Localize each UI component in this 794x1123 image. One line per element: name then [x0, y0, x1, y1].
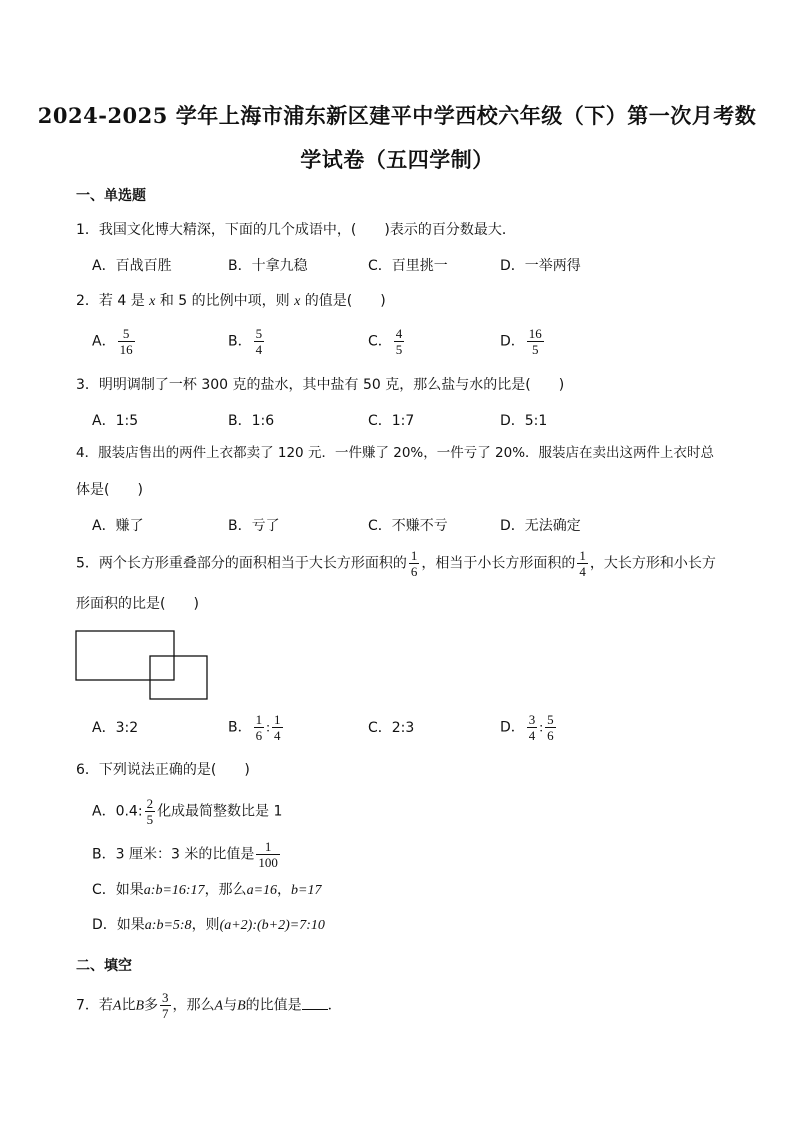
section-heading-single-choice: 一、单选题 [76, 188, 146, 204]
overlapping-rectangles-figure [75, 630, 211, 702]
q3-option-a: A．1:5 [92, 413, 139, 429]
q4-option-b: B．亏了 [228, 518, 280, 534]
fraction [577, 548, 588, 579]
q6-option-d-pre: D．如果 [92, 917, 145, 933]
ratio-colon: : [266, 720, 270, 736]
question-1: 1．我国文化博大精深，下面的几个成语中，( )表示的百分数最大． [76, 222, 516, 238]
q2-var-x-2: x [294, 294, 301, 309]
fraction [527, 712, 538, 743]
q6-option-a [92, 796, 282, 827]
q6-option-d [92, 915, 325, 936]
q5-option-b-label: B． [228, 719, 252, 736]
q6-option-c-sep: ， [277, 882, 292, 898]
q7-text-post: 的比值是 [245, 997, 302, 1014]
q1-option-b: B．十拿九稳 [228, 258, 308, 274]
question-5-line1 [76, 548, 716, 579]
fraction-numerator: 3 [528, 712, 536, 727]
fraction-numerator: 1 [255, 712, 263, 727]
fraction-numerator: 1 [579, 548, 586, 563]
fraction [545, 712, 556, 743]
fraction [527, 326, 544, 357]
q6-option-d-equation-2: (a+2):(b+2)=7:10 [219, 918, 325, 933]
q4-option-c: C．不赚不亏 [368, 518, 448, 534]
q4-option-d: D．无法确定 [500, 518, 581, 534]
q7-var-a: A [112, 998, 122, 1014]
q7-text-end: ． [327, 997, 342, 1014]
q7-text-pre: 7．若 [76, 997, 113, 1014]
fraction-numerator: 1 [256, 839, 280, 855]
small-rectangle [150, 656, 207, 699]
question-7 [76, 990, 342, 1021]
q1-option-c: C．百里挑一 [368, 258, 448, 274]
fraction-numerator: 4 [395, 326, 403, 341]
section-heading-fill-in: 二、填空 [76, 958, 132, 974]
q6-option-b [92, 839, 282, 870]
q2-text-mid: 和 5 的比例中项，则 [159, 293, 290, 309]
fraction-denominator: 5 [532, 342, 539, 357]
q6-option-c [92, 880, 321, 901]
q3-option-c: C．1:7 [368, 413, 415, 429]
q7-var-b: B [135, 998, 145, 1014]
q2-option-d-label: D． [500, 333, 525, 350]
fraction-denominator: 16 [119, 342, 133, 357]
q5-option-d [500, 712, 558, 743]
fraction-numerator: 2 [146, 796, 154, 811]
ratio-colon: : [539, 720, 544, 736]
fraction-denominator: 4 [528, 728, 536, 743]
q2-option-a [92, 326, 137, 357]
fraction-numerator: 5 [118, 326, 135, 342]
fraction [160, 990, 171, 1021]
q5-option-d-label: D． [500, 719, 525, 736]
q6-option-c-pre: C．如果 [92, 882, 144, 898]
q6-option-c-b-value: b=17 [291, 883, 322, 898]
fraction-denominator: 5 [395, 342, 403, 357]
q6-option-d-mid: ，则 [191, 917, 220, 933]
q3-option-d: D．5:1 [500, 413, 548, 429]
fraction-denominator: 4 [274, 728, 281, 743]
question-5-line2: 形面积的比是( ) [76, 596, 199, 612]
q7-text-mid1: 比 [121, 997, 136, 1014]
fraction-numerator: 1 [410, 548, 418, 563]
fraction-denominator: 6 [410, 564, 418, 579]
fraction-denominator: 6 [547, 728, 554, 743]
fraction-numerator: 1 [274, 712, 281, 727]
q6-option-a-pre: A．0.4: [92, 803, 143, 820]
q3-option-b: B．1:6 [228, 413, 275, 429]
fraction [254, 326, 265, 357]
fraction-denominator: 7 [162, 1006, 169, 1021]
q6-option-b-pre: B．3 厘米：3 米的比值是 [92, 846, 255, 863]
q5-text-post: ，大长方形和小长方 [589, 555, 716, 572]
fraction-denominator: 4 [579, 564, 586, 579]
fraction-denominator: 5 [146, 812, 154, 827]
q2-option-b-label: B． [228, 333, 252, 350]
q5-option-b [228, 712, 285, 743]
q5-text-mid: ，相当于小长方形面积的 [421, 555, 576, 572]
q6-option-c-mid: ，那么 [204, 882, 247, 898]
q6-option-c-a-value: a=16 [246, 883, 278, 898]
q2-option-d [500, 326, 546, 357]
fraction-numerator: 16 [528, 326, 542, 341]
q2-option-c-label: C． [368, 333, 392, 350]
q2-option-b [228, 326, 266, 357]
q6-option-c-equation: a:b=16:17 [143, 883, 205, 898]
fraction-numerator: 5 [547, 712, 554, 727]
fraction [256, 839, 280, 870]
q5-text-pre: 5．两个长方形重叠部分的面积相当于大长方形面积的 [76, 555, 407, 572]
question-2 [76, 291, 386, 312]
fraction-numerator: 3 [162, 990, 169, 1005]
answer-blank[interactable] [302, 997, 328, 1010]
q2-var-x: x [149, 294, 156, 309]
q1-option-a: A．百战百胜 [92, 258, 172, 274]
q2-text-pre: 2．若 4 是 [76, 293, 145, 309]
q2-option-a-label: A． [92, 333, 116, 350]
q7-text-mid4: 与 [223, 997, 238, 1014]
q4-option-a: A．赚了 [92, 518, 144, 534]
q6-option-a-post: 化成最简整数比是 1 [157, 803, 283, 820]
q6-option-d-equation: a:b=5:8 [144, 918, 192, 933]
fraction [409, 548, 420, 579]
exam-title-line1: 2024-2025 学年上海市浦东新区建平中学西校六年级（下）第一次月考数 [37, 103, 757, 128]
question-4-line1: 4．服装店售出的两件上衣都卖了 120 元．一件赚了 20%，一件亏了 20%．服装店在卖出这两件上衣时总 [76, 445, 715, 461]
q5-option-a: A．3:2 [92, 720, 139, 736]
q7-text-mid3: ，那么 [172, 997, 215, 1014]
q5-option-c: C．2:3 [368, 720, 415, 736]
fraction [272, 712, 283, 743]
question-4-line2: 体是( ) [76, 482, 143, 498]
question-6: 6．下列说法正确的是( ) [76, 762, 250, 778]
fraction [394, 326, 405, 357]
q7-var-a-2: A [214, 998, 224, 1014]
fraction-denominator: 100 [258, 855, 278, 870]
question-3: 3．明明调制了一杯 300 克的盐水，其中盐有 50 克，那么盐与水的比是( ) [76, 377, 565, 393]
exam-title-line2: 学试卷（五四学制） [300, 147, 494, 172]
q7-var-b-2: B [237, 998, 246, 1014]
q2-option-c [368, 326, 406, 357]
fraction-denominator: 6 [255, 728, 263, 743]
q2-text-post: 的值是( ) [304, 293, 386, 309]
fraction [118, 326, 135, 357]
q7-text-mid2: 多 [144, 997, 159, 1014]
fraction [254, 712, 265, 743]
fraction-numerator: 5 [255, 326, 263, 341]
q1-option-d: D．一举两得 [500, 258, 581, 274]
fraction-denominator: 4 [255, 342, 263, 357]
fraction [145, 796, 156, 827]
